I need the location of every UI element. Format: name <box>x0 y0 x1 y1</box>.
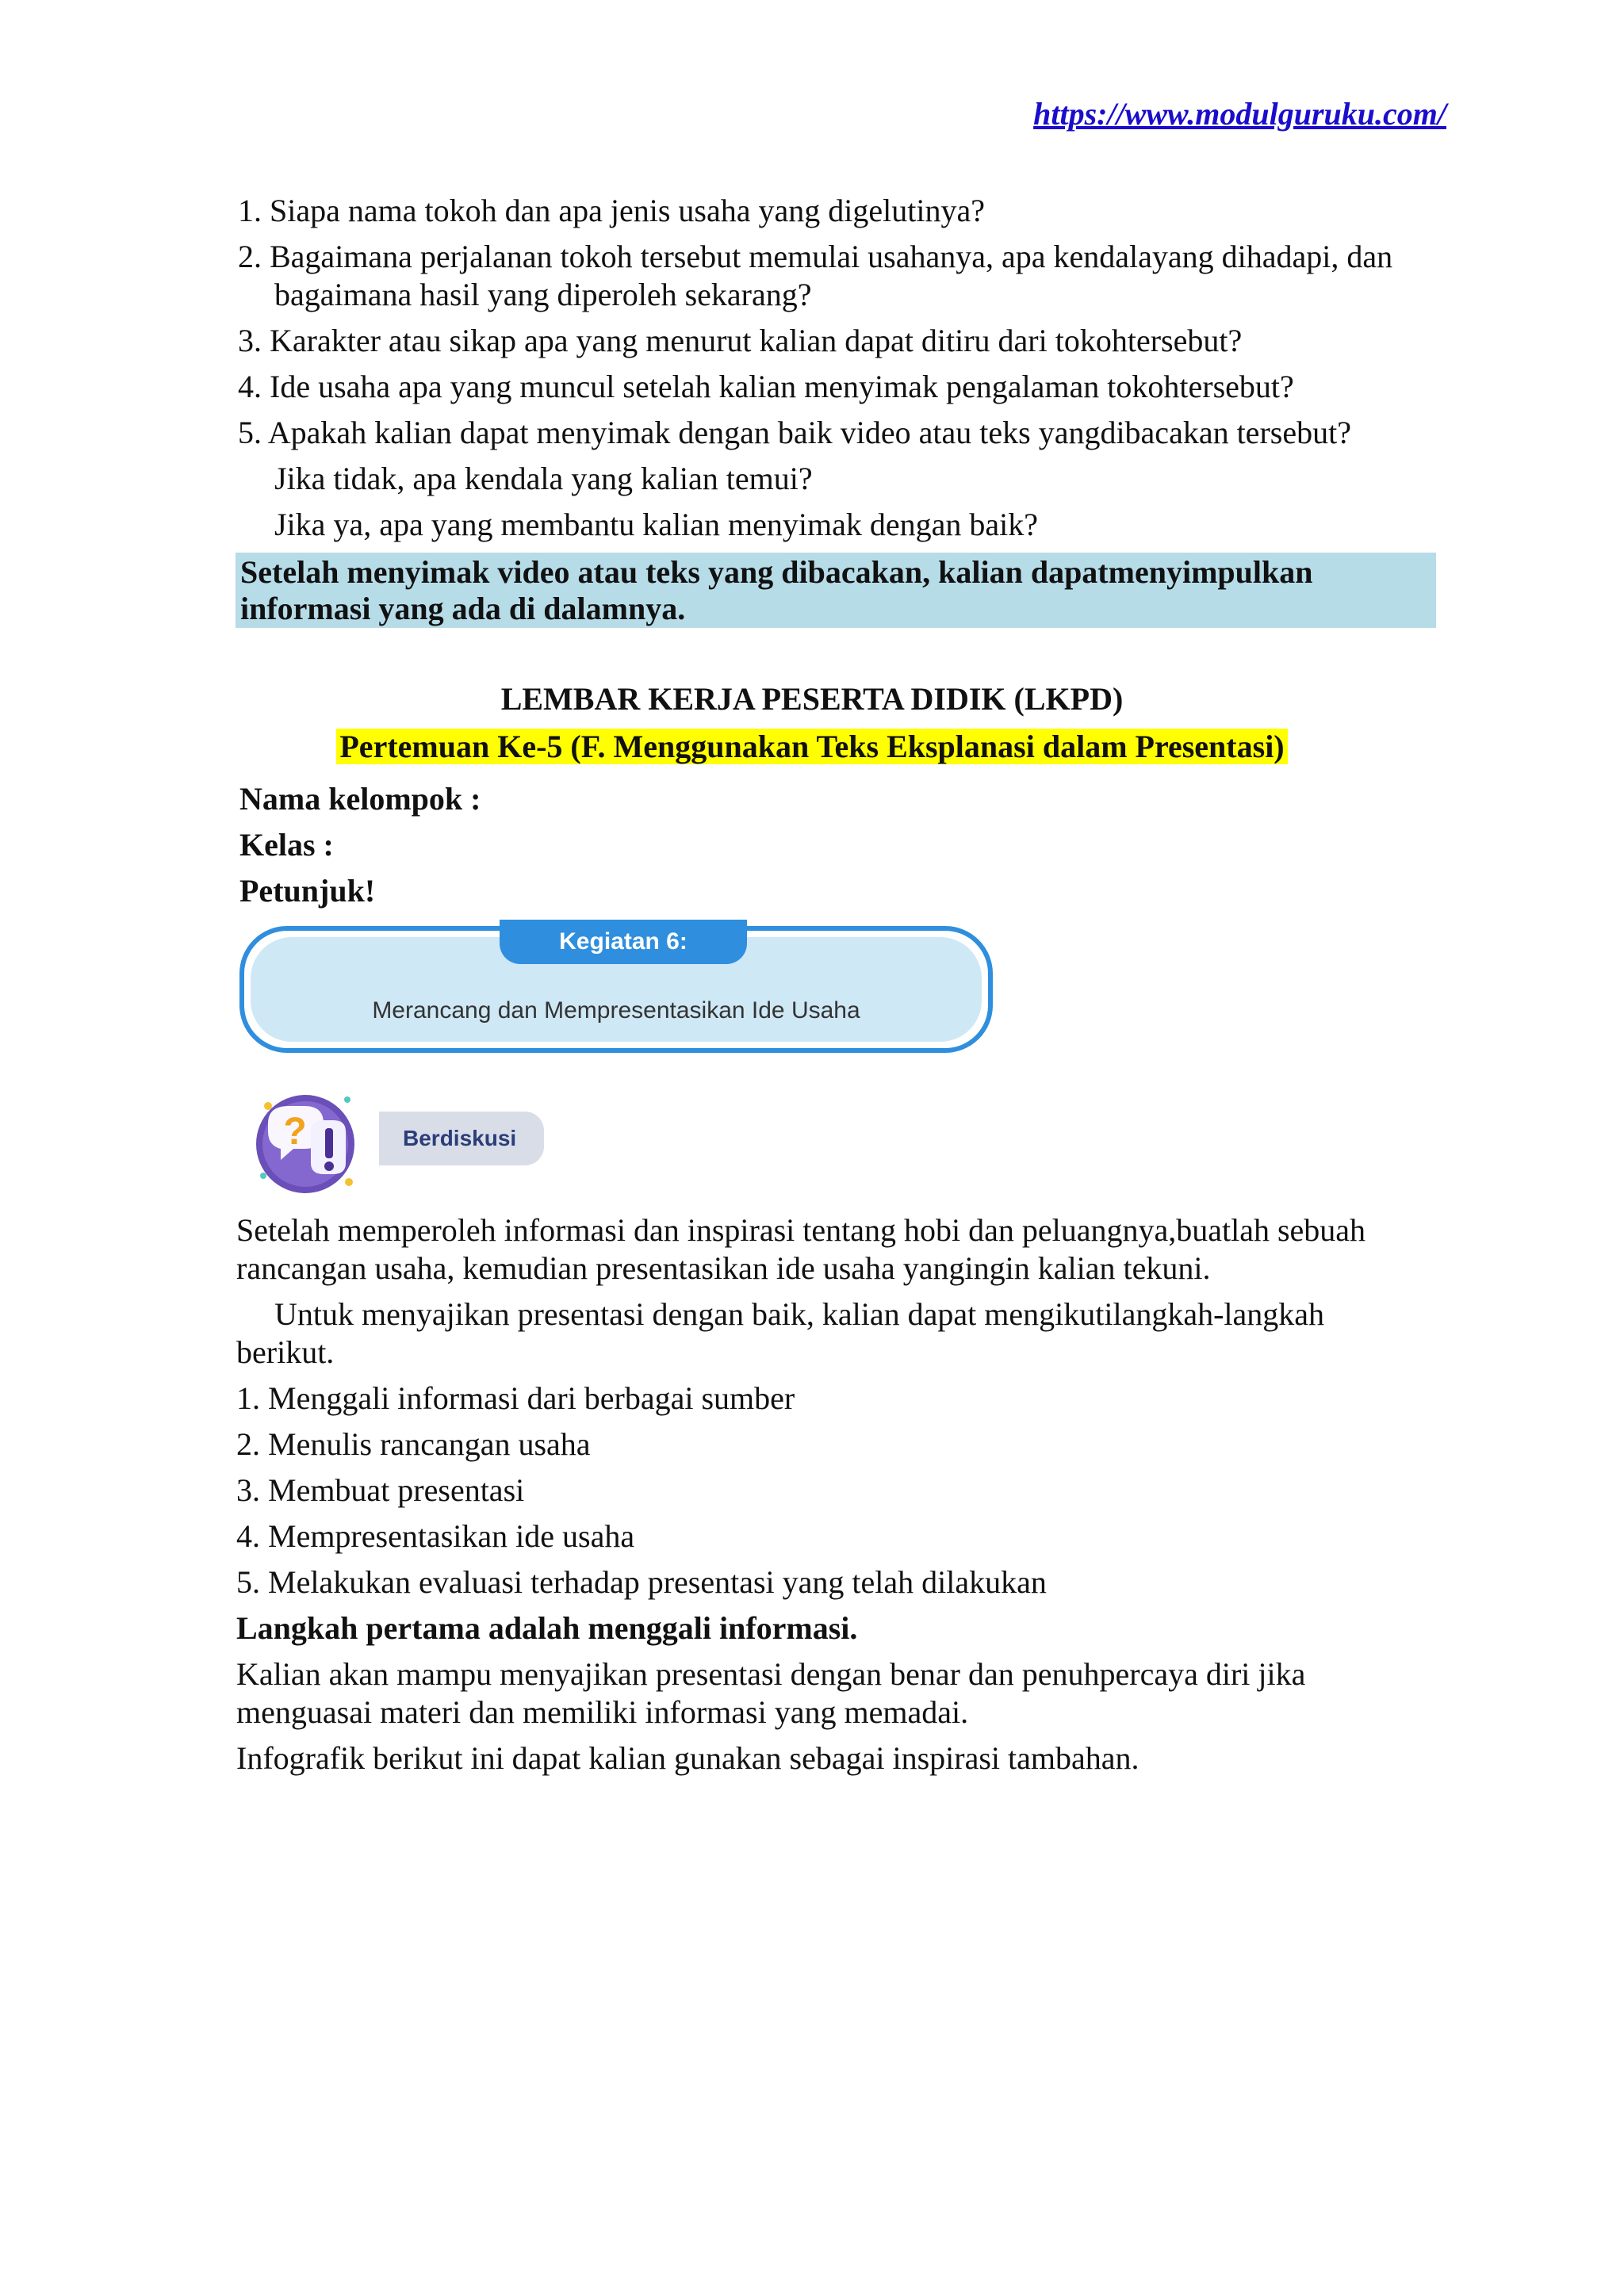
step-item: 1. Menggali informasi dari berbagai sumber <box>236 1380 795 1416</box>
lkpd-subtitle-wrap <box>0 728 1624 766</box>
berdiskusi-badge: Berdiskusi <box>379 1112 544 1165</box>
paragraph: Infografik berikut ini dapat kalian gunakan sebagai inspirasi tambahan. <box>236 1740 1139 1776</box>
question-item <box>238 322 1443 360</box>
conclusion-highlight-box <box>236 553 1436 628</box>
paragraph-line: menguasai materi dan memiliki informasi yang memadai. <box>236 1694 969 1730</box>
question-text: 1. Siapa nama tokoh dan apa jenis usaha yang digelutinya? <box>238 193 985 228</box>
instructions-body <box>236 1211 1450 1785</box>
lkpd-title: LEMBAR KERJA PESERTA DIDIK (LKPD) <box>500 681 1124 717</box>
question-text: 2. Bagaimana perjalanan tokoh tersebut memulai usahanya, apa kendalayang dihadapi, dan <box>238 239 1393 274</box>
paragraph-line: berikut. <box>236 1334 335 1370</box>
paragraph <box>236 1295 1450 1372</box>
paragraph <box>236 1655 1450 1732</box>
question-item <box>238 192 1443 230</box>
kegiatan-title: Merancang dan Mempresentasikan Ide Usaha <box>372 997 860 1024</box>
question-list <box>238 192 1443 552</box>
question-item <box>238 238 1443 314</box>
step-item: 2. Menulis rancangan usaha <box>236 1426 591 1462</box>
field-kelas: Kelas : <box>239 827 334 863</box>
paragraph <box>236 1211 1450 1288</box>
question-text: 3. Karakter atau sikap apa yang menurut kalian dapat ditiru dari tokohtersebut? <box>238 323 1243 358</box>
kegiatan-tab: Kegiatan 6: <box>500 920 747 964</box>
paragraph-line: Untuk menyajikan presentasi dengan baik, kalian dapat mengikutilangkah-langkah <box>274 1296 1325 1332</box>
paragraph-line: rancangan usaha, kemudian presentasikan ide usaha yangingin kalian tekuni. <box>236 1250 1211 1286</box>
bold-heading: Langkah pertama adalah menggali informasi. <box>236 1610 858 1646</box>
paragraph-line: Kalian akan mampu menyajikan presentasi dengan benar dan penuhpercaya diri jika <box>236 1656 1306 1692</box>
question-subitem: Jika tidak, apa kendala yang kalian temui? <box>274 461 813 496</box>
lkpd-subtitle: Pertemuan Ke-5 (F. Menggunakan Teks Eksplanasi dalam Presentasi) <box>336 729 1287 764</box>
svg-text:?: ? <box>283 1111 307 1153</box>
field-petunjuk: Petunjuk! <box>239 873 376 909</box>
kegiatan-banner <box>239 926 993 1053</box>
question-subitem: Jika ya, apa yang membantu kalian menyimak dengan baik? <box>274 507 1039 542</box>
question-item <box>238 368 1443 406</box>
header-url-link[interactable]: https://www.modulguruku.com/ <box>1033 96 1446 132</box>
step-item: 3. Membuat presentasi <box>236 1472 525 1508</box>
paragraph-line: Setelah memperoleh informasi dan inspirasi tentang hobi dan peluangnya,buatlah sebuah <box>236 1212 1366 1248</box>
question-text-continued: bagaimana hasil yang diperoleh sekarang? <box>274 277 812 312</box>
discussion-icon <box>246 1082 365 1201</box>
question-text: 4. Ide usaha apa yang muncul setelah kalian menyimak pengalaman tokohtersebut? <box>238 369 1294 404</box>
highlight-line: Setelah menyimak video atau teks yang dibacakan, kalian dapatmenyimpulkan <box>240 554 1313 590</box>
question-text: 5. Apakah kalian dapat menyimak dengan baik video atau teks yangdibacakan tersebut? <box>238 415 1351 450</box>
highlight-line: informasi yang ada di dalamnya. <box>240 591 686 626</box>
question-item <box>238 414 1443 452</box>
step-item: 5. Melakukan evaluasi terhadap presentasi yang telah dilakukan <box>236 1564 1047 1600</box>
step-item: 4. Mempresentasikan ide usaha <box>236 1518 635 1554</box>
field-nama-kelompok: Nama kelompok : <box>239 781 481 817</box>
